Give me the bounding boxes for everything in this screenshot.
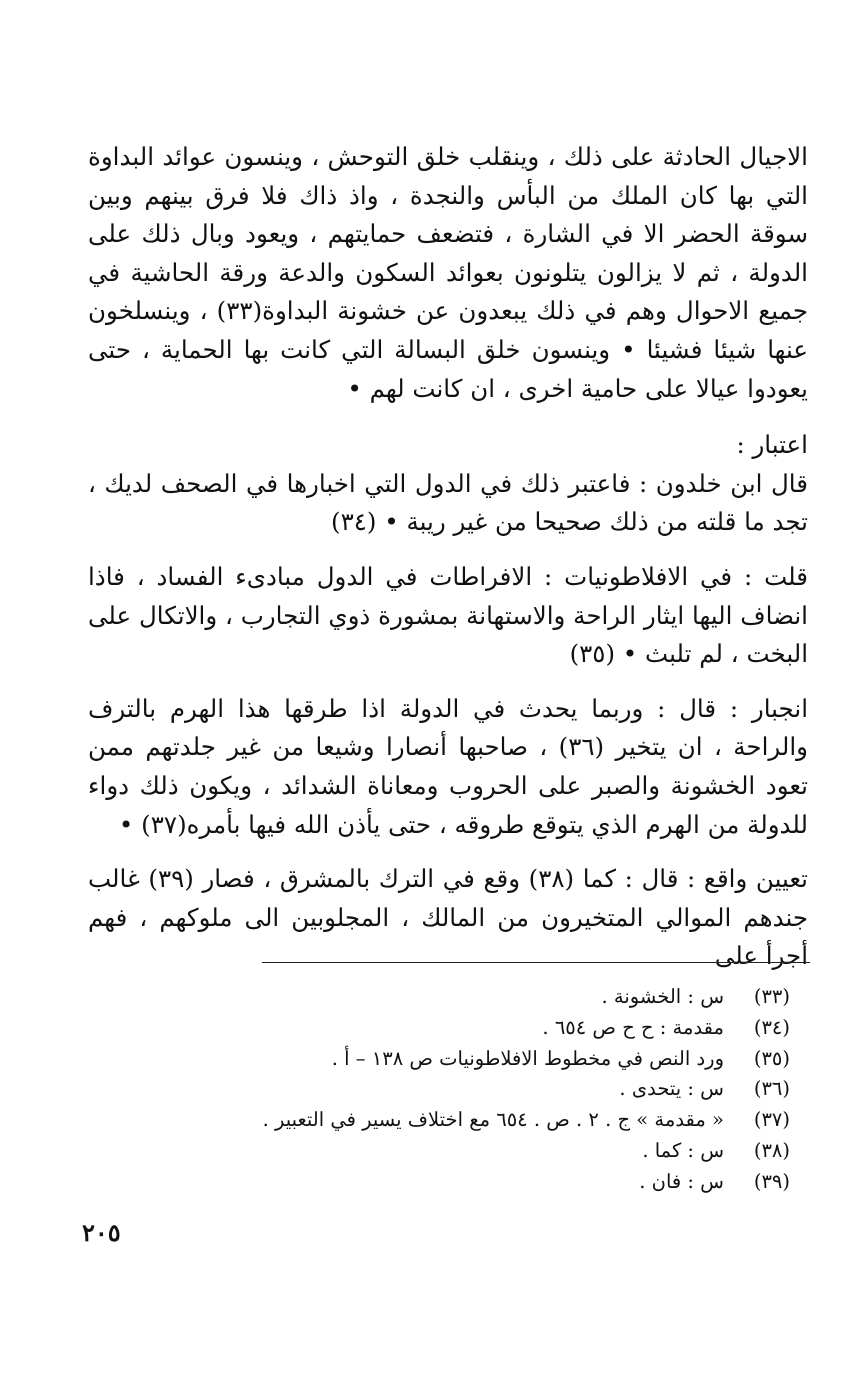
paragraph-platonics: قلت : في الافلاطونيات : الافراطات في الدول مبادىء الفساد ، فاذا انضاف اليها ايثار الراحة والاستهانة بمشورة ذوي التجارب ، والاتكال على البخت ، لم تلبث • (٣٥): [88, 561, 808, 669]
heading-itibar: اعتبار :: [736, 430, 808, 460]
footnote: [120, 1167, 790, 1198]
paragraph-injibar: انجبار : قال : وربما يحدث في الدولة اذا طرقها هذا الهرم بالترف والراحة ، ان يتخير (٣٦) ، صاحبها أنصارا وشيعا من غير جلدتهم ممن تعود الخشونة والصبر على الحروب ومعاناة الشدائد ، ويكون ذلك دواء للدولة من الهرم الذي يتوقع طروقه ، حتى يأذن الله فيها بأمره(٣٧) •: [88, 693, 809, 839]
footnote-number: (٣٤): [753, 1015, 790, 1039]
footnote: [120, 1044, 790, 1075]
paragraph-bedouin-decline: الاجيال الحادثة على ذلك ، وينقلب خلق التوحش ، وينسون عوائد البداوة التي بها كان الملك من البأس والنجدة ، واذ ذاك فلا فرق بينهم وبين سوقة الحضر الا في الشارة ، فتضعف حمايتهم ، ويعود وبال ذلك على الدولة ، ثم لا يزالون يتلونون بعوائد السكون والدعة ورقة الحاشية في جميع الاحوال وهم في ذلك يبعدون عن خشونة البداوة(٣٣) ، وينسلخون عنها شيئا فشيئا • وينسون خلق البسالة التي كانت بها الحماية ، حتى يعودوا عيالا على حامية اخرى ، ان كانت لهم •: [88, 142, 808, 403]
footnote-number: (٣٩): [753, 1169, 790, 1193]
footnote: [120, 1074, 790, 1105]
footnote-separator: [262, 962, 810, 963]
footnote-text: س : كما .: [642, 1138, 724, 1162]
paragraph-ibn-khaldun: قال ابن خلدون : فاعتبر ذلك في الدول التي اخبارها في الصحف لديك ، تجد ما قلته من ذلك صحيحا من غير ريبة • (٣٤): [88, 468, 808, 537]
footnote-number: (٣٥): [753, 1046, 790, 1070]
footnote: [120, 1136, 790, 1167]
footnote-text: س : الخشونة .: [601, 985, 724, 1008]
footnote-number: (٣٣): [753, 985, 790, 1008]
paragraph-tayin-waqi: تعيين واقع : قال : كما (٣٨) وقع في الترك بالمشرق ، فصار (٣٩) غالب جندهم الموالي المتخيرون من المالك ، المجلوبين الى ملوكهم ، فهم أجرأ على: [88, 864, 808, 971]
footnote-text: س : يتحدى .: [619, 1077, 724, 1101]
footnote-text: س : فان .: [639, 1169, 724, 1193]
footnote-text: مقدمة : ح ح ص ٦٥٤ .: [542, 1015, 724, 1039]
footnote: [120, 1105, 790, 1136]
footnote-text: ورد النص في مخطوط الافلاطونيات ص ١٣٨ – أ .: [331, 1046, 724, 1070]
footnote-number: (٣٧): [753, 1108, 790, 1132]
footnote-number: (٣٦): [753, 1077, 790, 1101]
footnote-number: (٣٨): [753, 1138, 790, 1162]
footnote: [120, 982, 790, 1013]
footnotes: [120, 982, 790, 1198]
body-text: [88, 138, 808, 976]
footnote: [120, 1013, 790, 1044]
page-number: ٢٠٥: [82, 1218, 121, 1247]
footnote-text: « مقدمة » ج . ٢ . ص . ٦٥٤ مع اختلاف يسير في التعبير .: [262, 1108, 724, 1132]
